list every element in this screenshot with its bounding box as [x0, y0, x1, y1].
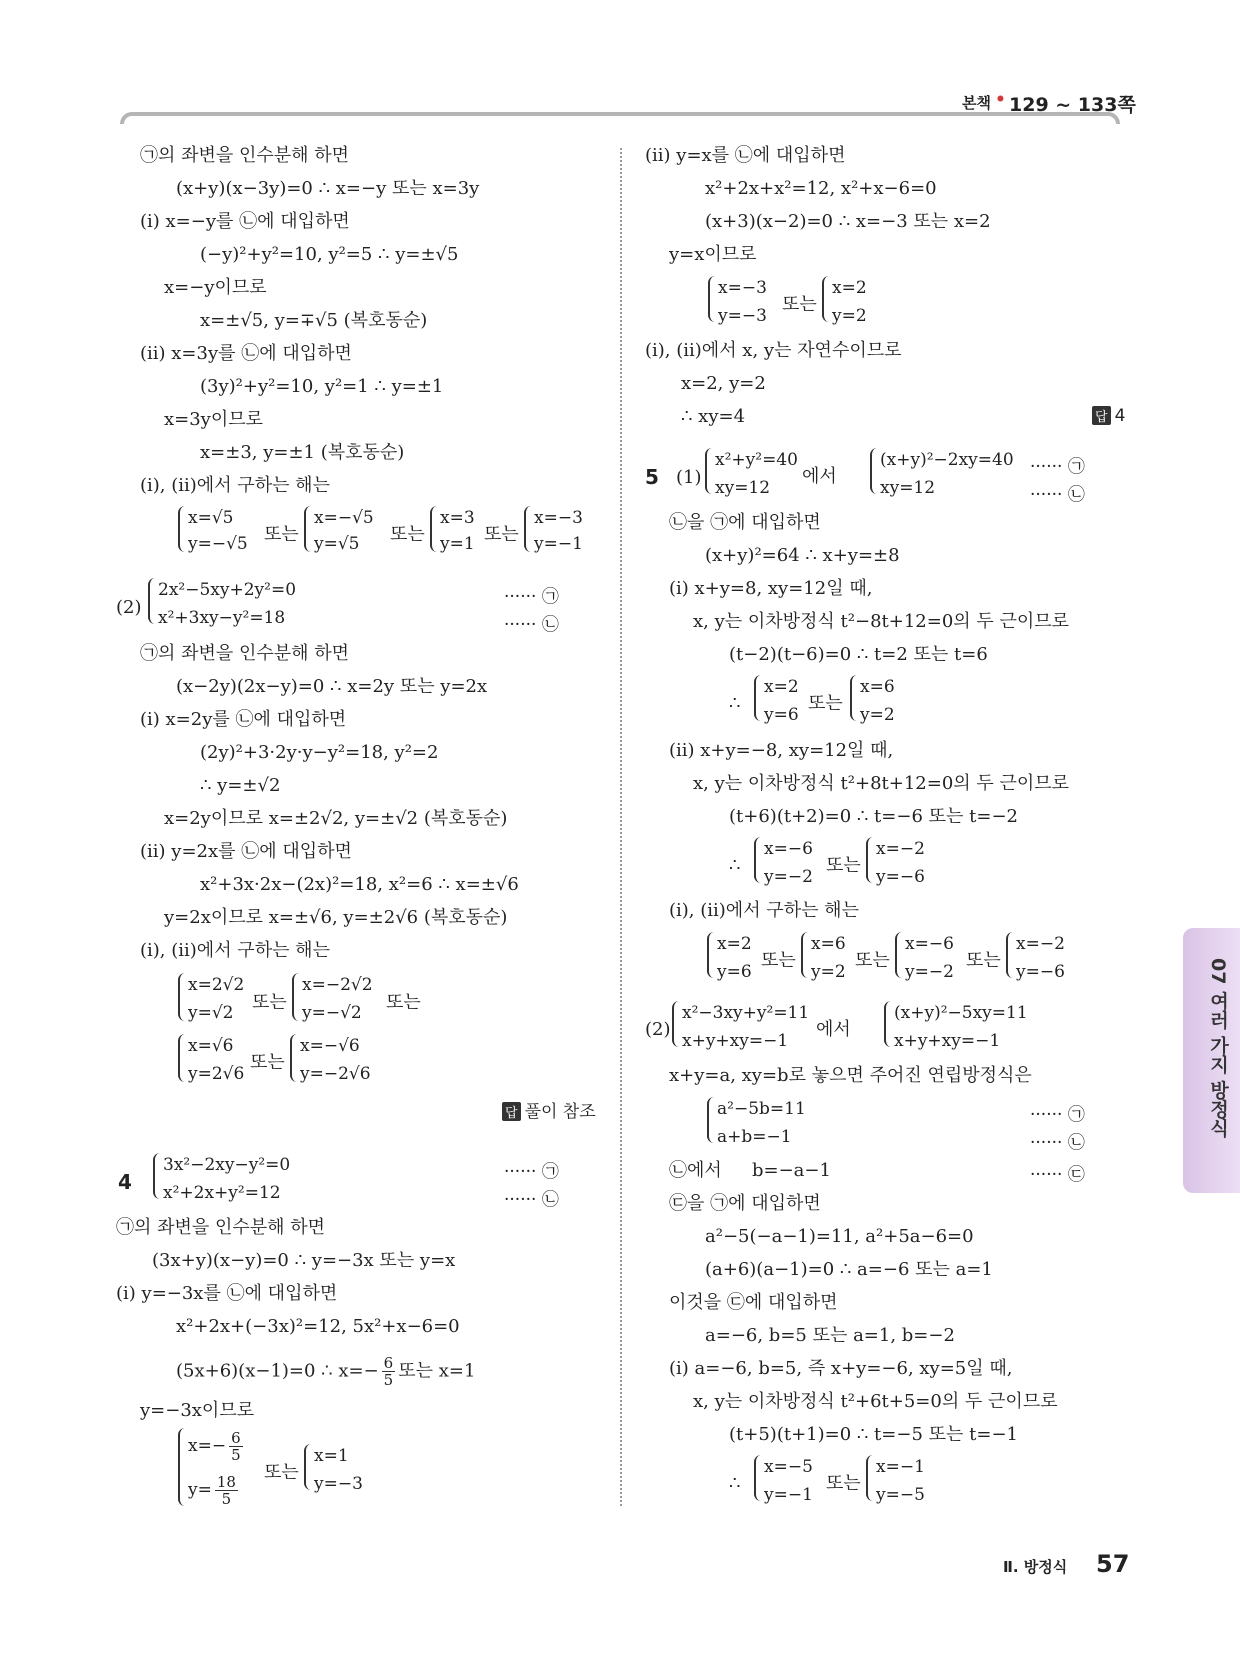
equation-marker: ······ ㉠ — [1030, 1105, 1085, 1125]
text-line: x²+3x·2x−(2x)²=18, x²=6 ∴ x=±√6 — [200, 874, 519, 895]
column-divider — [620, 148, 622, 1506]
text-line: (x−2y)(2x−y)=0 ∴ x=2y 또는 y=2x — [176, 676, 488, 697]
header-bullet: • — [995, 90, 1006, 110]
text-line: y=x이므로 — [669, 244, 757, 265]
answer-text: 4 — [1114, 406, 1126, 426]
footer-chapter: Ⅱ. 방정식 — [1003, 1558, 1068, 1576]
text-line: (−y)²+y²=10, y²=5 ∴ y=±√5 — [200, 244, 459, 265]
text-line: (ⅰ), (ⅱ)에서 x, y는 자연수이므로 — [645, 340, 902, 361]
or-word: 또는 — [808, 693, 843, 714]
text-line: (2y)²+3·2y·y−y²=18, y²=2 — [200, 742, 439, 763]
equation-marker: ······ ㉢ — [1030, 1165, 1085, 1185]
text-line: (3x+y)(x−y)=0 ∴ y=−3x 또는 y=x — [152, 1250, 456, 1271]
text-line: x=2, y=2 — [681, 373, 766, 394]
or-word: 또는 — [264, 1462, 299, 1483]
or-word: 또는 — [782, 294, 817, 315]
text-line: (ⅱ) x+y=−8, xy=12일 때, — [669, 740, 894, 761]
text-line: 에서 — [816, 1019, 851, 1040]
text-line: y=−3x이므로 — [140, 1400, 255, 1421]
text-line: (ⅰ), (ⅱ)에서 구하는 해는 — [669, 900, 859, 921]
text-line: x=±√5, y=∓√5 (복호동순) — [200, 310, 428, 331]
or-word: 또는 — [826, 1473, 861, 1494]
equation-marker: ······ ㉠ — [1030, 457, 1085, 477]
text-line: 에서 — [802, 466, 837, 487]
or-word: 또는 — [250, 1052, 285, 1073]
text-line: x=−y이므로 — [164, 277, 267, 298]
text-line: (ⅱ) x=3y를 ㉡에 대입하면 — [140, 343, 352, 364]
or-word: 또는 — [484, 524, 519, 545]
text-line: ㉡을 ㉠에 대입하면 — [669, 512, 821, 533]
text-line: ㉢을 ㉠에 대입하면 — [669, 1193, 821, 1214]
subproblem-label: (1) — [676, 467, 702, 488]
text-line: x, y는 이차방정식 t²+8t+12=0의 두 근이므로 — [693, 773, 1070, 794]
text-line: x²+2x+(−3x)²=12, 5x²+x−6=0 — [176, 1316, 460, 1337]
therefore-sign: ∴ — [729, 693, 741, 714]
text-line: ∴ xy=4 — [681, 406, 746, 427]
text-line: (t+5)(t+1)=0 ∴ t=−5 또는 t=−1 — [729, 1424, 1018, 1445]
or-word: 또는 — [252, 992, 287, 1013]
subproblem-label: (2) — [645, 1019, 671, 1040]
text-line: (ⅰ) a=−6, b=5, 즉 x+y=−6, xy=5일 때, — [669, 1358, 1013, 1379]
answer-badge-icon: 답 — [1092, 406, 1111, 425]
therefore-sign: ∴ — [729, 855, 741, 876]
equation-marker: ······ ㉡ — [504, 1190, 559, 1210]
text-line: x+y=a, xy=b로 놓으면 주어진 연립방정식은 — [669, 1065, 1032, 1086]
fraction: $\frac{6}{5}$ — [383, 1354, 394, 1389]
answer-text: 풀이 참조 — [524, 1102, 596, 1122]
text-line: (t−2)(t−6)=0 ∴ t=2 또는 t=6 — [729, 644, 988, 665]
text-line: a²−5(−a−1)=11, a²+5a−6=0 — [705, 1226, 974, 1247]
or-word: 또는 — [966, 950, 1001, 971]
text-line: (5x+6)(x−1)=0 ∴ x=− $\frac{6}{5}$ 또는 x=1 — [176, 1354, 476, 1389]
text-line: x, y는 이차방정식 t²+6t+5=0의 두 근이므로 — [693, 1391, 1058, 1412]
header-book-label: 본책 — [962, 94, 991, 112]
text-line: b=−a−1 — [752, 1160, 831, 1181]
text-line: x=3y이므로 — [164, 409, 264, 430]
text-line: (ⅰ) x+y=8, xy=12일 때, — [669, 578, 873, 599]
text-line: (ⅱ) y=x를 ㉡에 대입하면 — [645, 145, 846, 166]
text-line: ㉠의 좌변을 인수분해 하면 — [140, 643, 350, 664]
text-line: ㉠의 좌변을 인수분해 하면 — [140, 145, 350, 166]
text-line: (ⅰ), (ⅱ)에서 구하는 해는 — [140, 940, 330, 961]
chapter-side-tab-label: 07 여러 가지 방정식 — [1207, 958, 1229, 1138]
equation-marker: ······ ㉡ — [1030, 1133, 1085, 1153]
text-line: x=2y이므로 x=±2√2, y=±√2 (복호동순) — [164, 808, 508, 829]
text-line: (x+y)²=64 ∴ x+y=±8 — [705, 545, 900, 566]
or-word: 또는 — [386, 992, 421, 1013]
problem-number: 5 — [645, 465, 659, 489]
subproblem-label: (2) — [116, 597, 142, 618]
or-word: 또는 — [826, 855, 861, 876]
problem-number: 4 — [118, 1170, 132, 1194]
text-line: y=2x이므로 x=±√6, y=±2√6 (복호동순) — [164, 907, 508, 928]
text-line: x²+2x+x²=12, x²+x−6=0 — [705, 178, 937, 199]
answer-note — [502, 1097, 596, 1122]
text-line: (a+6)(a−1)=0 ∴ a=−6 또는 a=1 — [705, 1259, 993, 1280]
equation-marker: ······ ㉡ — [1030, 485, 1085, 505]
or-word: 또는 — [855, 950, 890, 971]
text-line: x=±3, y=±1 (복호동순) — [200, 442, 405, 463]
page-number: 57 — [1096, 1550, 1130, 1578]
equation-marker: ······ ㉡ — [504, 615, 559, 635]
equation-marker: ······ ㉠ — [504, 1162, 559, 1182]
text-line: (ⅰ) x=−y를 ㉡에 대입하면 — [140, 211, 350, 232]
text-line: 이것을 ㉢에 대입하면 — [669, 1292, 838, 1313]
header-rule — [120, 112, 1120, 124]
text-line: (x+3)(x−2)=0 ∴ x=−3 또는 x=2 — [705, 211, 991, 232]
text-line: (t+6)(t+2)=0 ∴ t=−6 또는 t=−2 — [729, 806, 1018, 827]
text-line: (3y)²+y²=10, y²=1 ∴ y=±1 — [200, 376, 444, 397]
answer-note — [1092, 406, 1125, 426]
header-page-range: 129 ~ 133쪽 — [1009, 94, 1136, 116]
text-line: (ⅰ) y=−3x를 ㉡에 대입하면 — [116, 1283, 338, 1304]
text-line: (x+y)(x−3y)=0 ∴ x=−y 또는 x=3y — [176, 178, 480, 199]
therefore-sign: ∴ — [729, 1473, 741, 1494]
text-line: x, y는 이차방정식 t²−8t+12=0의 두 근이므로 — [693, 611, 1070, 632]
text-line: (ⅱ) y=2x를 ㉡에 대입하면 — [140, 841, 352, 862]
or-word: 또는 — [390, 524, 425, 545]
text-line: (ⅰ) x=2y를 ㉡에 대입하면 — [140, 709, 347, 730]
or-word: 또는 — [264, 524, 299, 545]
text-line: ㉠의 좌변을 인수분해 하면 — [116, 1217, 326, 1238]
text-line: (ⅰ), (ⅱ)에서 구하는 해는 — [140, 475, 330, 496]
answer-badge-icon: 답 — [502, 1102, 521, 1121]
text-line: ㉡에서 — [669, 1160, 722, 1181]
or-word: 또는 — [761, 950, 796, 971]
equation-marker: ······ ㉠ — [504, 587, 559, 607]
text-line: ∴ y=±√2 — [200, 775, 281, 796]
text-line: a=−6, b=5 또는 a=1, b=−2 — [705, 1325, 955, 1346]
